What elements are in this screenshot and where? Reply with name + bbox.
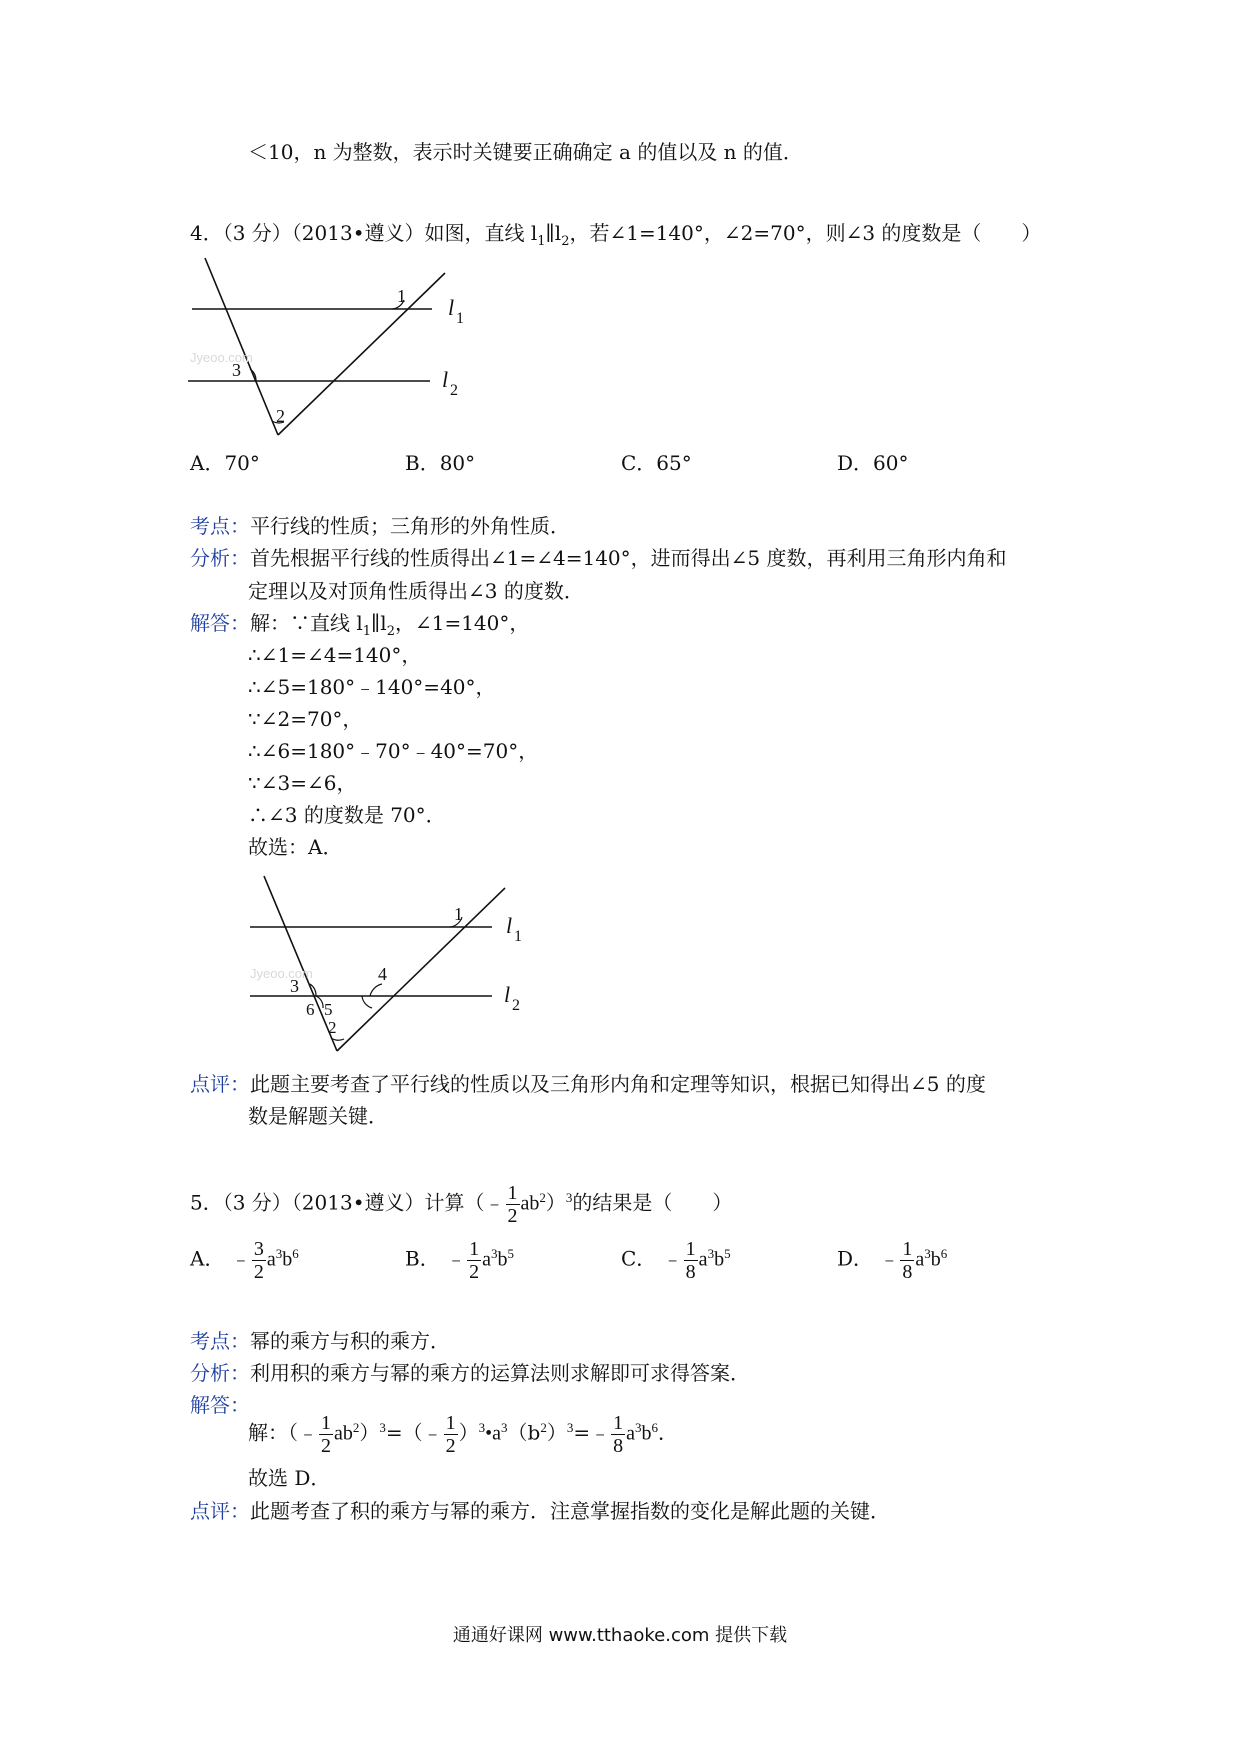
- q5-sol-end: ．: [658, 1420, 679, 1445]
- continuation-line: ＜10，n 为整数，表示时关键要正确确定 a 的值以及 n 的值．: [248, 140, 803, 164]
- q4-fenxi-text-1: 首先根据平行线的性质得出∠1=∠4=140°，进而得出∠5 度数，再利用三角形内角和: [250, 546, 1007, 570]
- q5-dianping-label: 点评：: [190, 1499, 250, 1523]
- q5-option-a-den: 2: [253, 1260, 264, 1283]
- q4-dianping-label: 点评：: [190, 1072, 250, 1096]
- angle-label-5: 5: [324, 1000, 333, 1019]
- angle-label-2: 2: [276, 406, 285, 426]
- q4-option-b: B．80°: [405, 451, 476, 475]
- q5-stem-base-exp: 2: [539, 1190, 546, 1205]
- q5-stem-frac-den: 2: [507, 1204, 518, 1227]
- q5-option-a-num: 3: [253, 1237, 264, 1260]
- q5-option-c: C． ﹣ $\frac{1}{8}$ $a^3b^5$: [621, 1237, 731, 1283]
- q5-choice: 故选 D．: [248, 1466, 331, 1490]
- q5-option-b-letter: B．: [405, 1246, 440, 1271]
- q5-kaodian-text: 幂的乘方与积的乘方．: [250, 1329, 450, 1353]
- q5-sol-res-a-exp: 3: [635, 1420, 642, 1435]
- q5-option-d-num: 1: [902, 1237, 913, 1260]
- q5-kaodian: [190, 1327, 450, 1355]
- q5-sol-b-part: （b: [507, 1420, 541, 1445]
- q5-sol-close-3: ）: [546, 1420, 567, 1445]
- transversal-left: [264, 876, 337, 1051]
- q5-sol-fraction-3: [611, 1412, 625, 1457]
- q4-step-6: ∴∠3 的度数是 70°．: [248, 803, 446, 827]
- q5-sol-a: a: [626, 1422, 636, 1445]
- q5-option-b-a-exp: 3: [490, 1246, 498, 1261]
- q5-sol-close-1: ）: [359, 1420, 380, 1445]
- q5-sol-ab-exp: 2: [352, 1420, 360, 1435]
- q5-option-a-b-exp: 6: [292, 1246, 299, 1261]
- q5-sol-fraction-2: [444, 1412, 458, 1457]
- q4-step-7: 故选：A．: [248, 835, 343, 859]
- q4-stem-sub1: 1: [537, 234, 546, 249]
- q5-sol-close-2: ）: [458, 1420, 479, 1445]
- q5-sol-b-exp: 2: [540, 1420, 547, 1435]
- q5-sol-f2-den: 2: [445, 1434, 456, 1457]
- q4-jieda-suffix: ，∠1=140°，: [394, 611, 530, 635]
- page-footer: 通通好课网 www.tthaoke.com 提供下载: [452, 1625, 788, 1646]
- q5-sol-f3-num: 1: [613, 1411, 624, 1434]
- q5-jieda-label-text: 解答：: [190, 1393, 250, 1417]
- q5-fenxi-label: 分析：: [190, 1361, 250, 1385]
- angle-label-3: 3: [232, 360, 241, 380]
- q4-step-2: ∴∠5=180°﹣140°=40°，: [248, 675, 496, 699]
- q5-option-a-a-exp: 3: [275, 1246, 283, 1261]
- q4-dianping-text-2: 数是解题关键．: [248, 1104, 388, 1128]
- angle-label-4: 4: [378, 964, 387, 984]
- q4-option-c: C．65°: [621, 451, 692, 475]
- q4-step-1: ∴∠1=∠4=140°，: [248, 643, 422, 667]
- q5-sol-f1-den: 2: [321, 1434, 331, 1457]
- q5-stem-outer-exp: 3: [565, 1190, 573, 1205]
- q4-step-5: ∵∠3=∠6，: [248, 771, 357, 795]
- q5-option-c-fraction: [684, 1238, 698, 1283]
- q5-option-b: B． ﹣ $\frac{1}{2}$ $a^3b^5$: [405, 1237, 514, 1283]
- angle-label-2: 2: [328, 1018, 337, 1037]
- q5-sol-b: b: [641, 1422, 652, 1445]
- q5-option-c-num: 1: [685, 1237, 696, 1260]
- transversal-right: [278, 273, 445, 435]
- q4-jieda-prefix: 解：∵直线 l: [250, 611, 363, 635]
- q5-solution: [248, 1402, 678, 1460]
- q5-option-c-sign: ﹣: [662, 1246, 683, 1271]
- q5-option-b-num: 1: [469, 1237, 480, 1260]
- q5-option-d-sign: ﹣: [879, 1246, 900, 1271]
- q5-stem: [190, 1172, 732, 1230]
- q5-jieda-label: [190, 1391, 250, 1419]
- q5-fenxi: [190, 1359, 750, 1387]
- angle-label-3: 3: [290, 976, 299, 996]
- q5-stem-base: ab: [520, 1192, 540, 1215]
- label-l2-sub: 2: [512, 997, 520, 1014]
- q4-stem-sub2: 2: [561, 234, 570, 249]
- q5-option-a-sign: ﹣: [230, 1246, 251, 1271]
- q5-stem-frac-num: 1: [507, 1181, 518, 1204]
- q4-dianping: [190, 1070, 986, 1098]
- q5-sol-exp-3: 3: [566, 1420, 574, 1435]
- q5-sol-exp-1: 3: [379, 1420, 386, 1435]
- q5-option-d-den: 8: [902, 1260, 913, 1283]
- transversal-left: [205, 258, 278, 435]
- label-l1-sub: 1: [514, 928, 522, 945]
- q4-jieda-label: 解答：: [190, 611, 250, 635]
- q5-stem-suffix: 的结果是（ ）: [572, 1190, 733, 1215]
- q5-sol-exp-2: 3: [478, 1420, 486, 1435]
- q4-option-d: D．60°: [837, 451, 909, 475]
- q5-sol-a-exp: 3: [501, 1420, 508, 1435]
- q5-sol-f2-num: 1: [445, 1411, 456, 1434]
- q5-option-b-sign: ﹣: [446, 1246, 467, 1271]
- label-l2-sub: 2: [450, 382, 458, 399]
- q4-fenxi-label: 分析：: [190, 546, 250, 570]
- q5-sol-eq-1: =（﹣: [385, 1420, 443, 1445]
- q5-option-c-den: 8: [685, 1260, 696, 1283]
- transversal-right: [337, 888, 505, 1051]
- angle-label-1: 1: [454, 904, 463, 924]
- q5-sol-f3-den: 8: [613, 1434, 624, 1457]
- q5-option-b-b-exp: 5: [507, 1246, 514, 1261]
- q4-solution-figure: [240, 868, 540, 1068]
- q4-step-3: ∵∠2=70°，: [248, 707, 363, 731]
- arc-angle-5: [362, 996, 372, 1008]
- q5-sol-fraction-1: [319, 1412, 333, 1457]
- q4-option-a: A．70°: [190, 451, 260, 475]
- q5-sol-eq-2: =﹣: [573, 1420, 611, 1445]
- q4-stem-mid: ∥l: [545, 221, 562, 245]
- q5-sol-ab: ab: [334, 1422, 353, 1445]
- q5-option-b-den: 2: [469, 1260, 480, 1283]
- angle-label-6: 6: [306, 1000, 315, 1019]
- q5-option-c-letter: C．: [621, 1246, 657, 1271]
- q4-jieda-sub2: 2: [386, 624, 395, 639]
- label-l2: l: [442, 367, 449, 392]
- q5-sol-f1-num: 1: [321, 1411, 331, 1434]
- q4-step-4: ∴∠6=180°﹣70°﹣40°=70°，: [248, 739, 539, 763]
- figure-watermark: Jyeoo.com: [250, 966, 313, 981]
- q4-kaodian: [190, 512, 570, 540]
- q4-kaodian-text: 平行线的性质；三角形的外角性质．: [250, 514, 570, 538]
- q5-sol-res-b-exp: 6: [651, 1420, 659, 1435]
- q5-stem-prefix: 5．（3 分）（2013•遵义）计算（﹣: [190, 1190, 505, 1215]
- q5-sol-start: 解：（﹣: [248, 1420, 318, 1445]
- angle-label-1: 1: [397, 286, 406, 306]
- q5-option-a: A． ﹣ $\frac{3}{2}$ $a^3b^6$: [190, 1237, 299, 1283]
- q5-option-d-letter: D．: [837, 1246, 874, 1271]
- q4-jieda-sub1: 1: [362, 624, 372, 639]
- label-l1: l: [448, 295, 455, 320]
- q5-fenxi-text: 利用积的乘方与幂的乘方的运算法则求解即可求得答案．: [250, 1361, 750, 1385]
- q4-fenxi: [190, 544, 1007, 572]
- q5-option-d-fraction: [900, 1238, 914, 1283]
- q5-stem-close: ）: [545, 1190, 566, 1215]
- q5-option-d: D． ﹣ $\frac{1}{8}$ $a^3b^6$: [837, 1237, 948, 1283]
- label-l1: l: [506, 913, 513, 938]
- label-l2: l: [504, 982, 511, 1007]
- q5-dianping-text: 此题考查了积的乘方与幂的乘方．注意掌握指数的变化是解此题的关键．: [250, 1499, 890, 1523]
- q5-option-c-b-exp: 5: [724, 1246, 731, 1261]
- q4-stem-prefix: 4．（3 分）（2013•遵义）如图，直线 l: [190, 221, 538, 245]
- q5-stem-fraction: [506, 1182, 520, 1227]
- q4-jieda-mid: ∥l: [371, 611, 387, 635]
- q5-option-a-fraction: [252, 1238, 266, 1283]
- q5-option-a-letter: A．: [190, 1246, 225, 1271]
- label-l1-sub: 1: [456, 310, 464, 327]
- q4-stem-suffix: ，若∠1=140°，∠2=70°，则∠3 的度数是（ ）: [569, 221, 1042, 245]
- arc-angle-4: [370, 984, 382, 996]
- q4-dianping-text-1: 此题主要考查了平行线的性质以及三角形内角和定理等知识，根据已知得出∠5 的度: [250, 1072, 986, 1096]
- figure-watermark: Jyeoo.com: [190, 350, 253, 365]
- q4-fenxi-text-2: 定理以及对顶角性质得出∠3 的度数．: [248, 579, 584, 603]
- q5-option-c-a-exp: 3: [707, 1246, 715, 1261]
- q5-option-d-a-exp: 3: [924, 1246, 931, 1261]
- q4-figure: [180, 250, 480, 450]
- q4-kaodian-label: 考点：: [190, 514, 250, 538]
- q5-sol-dot-a: •a: [485, 1422, 502, 1445]
- q5-option-d-b-exp: 6: [940, 1246, 948, 1261]
- q5-option-b-fraction: [467, 1238, 481, 1283]
- q5-kaodian-label: 考点：: [190, 1329, 250, 1353]
- q5-dianping: [190, 1497, 890, 1525]
